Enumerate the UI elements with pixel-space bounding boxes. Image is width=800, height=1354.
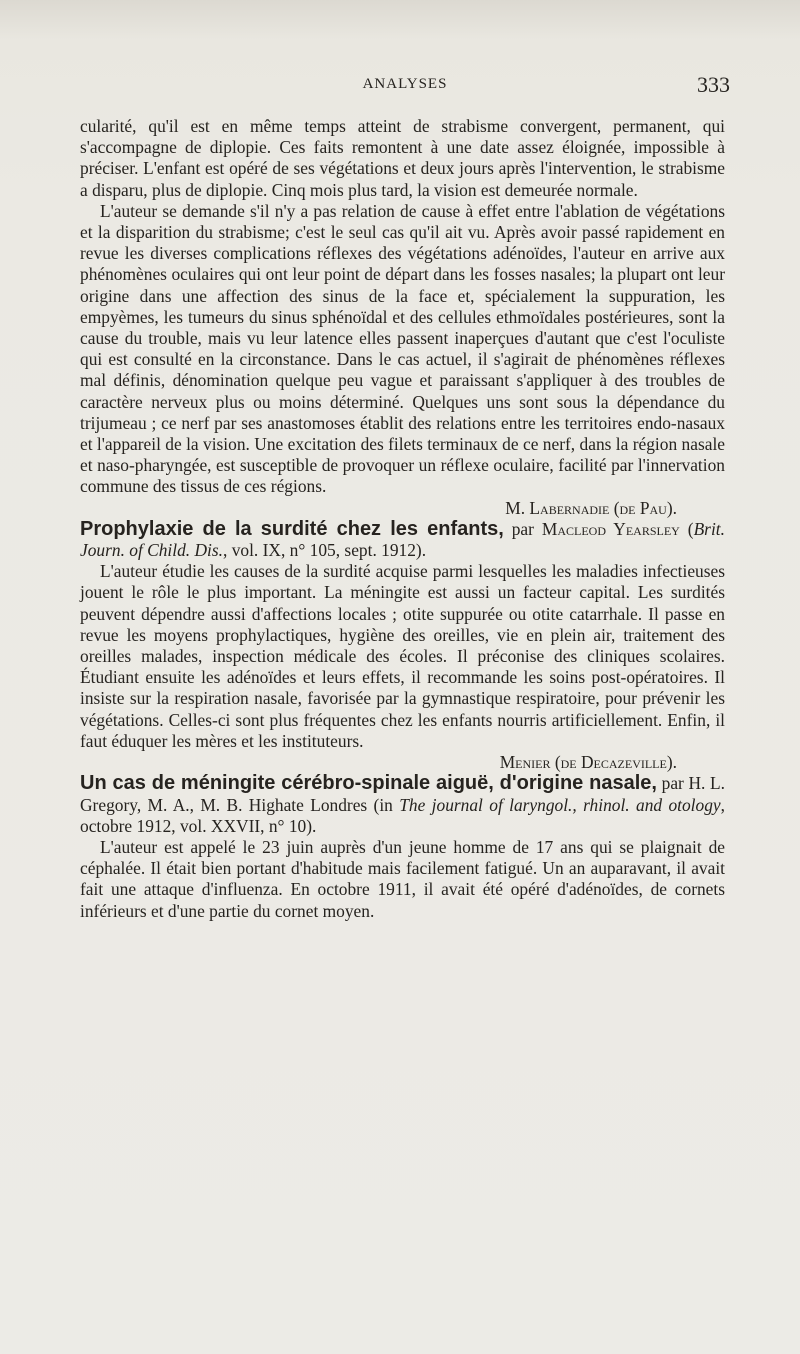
article2-byline-par: par (511, 518, 534, 539)
article2-heading (80, 519, 725, 561)
article2-title: Prophylaxie de la surdité chez les enfants, (80, 517, 504, 540)
article1-paragraph-2: L'auteur se demande s'il n'y a pas relation de cause à effet entre l'ablation de végétations et la disparition du strabisme; c'est le seul cas qu'il ait vu. Après avoir passé rapidement en revue les diverses complications réflexes des végétations adénoïdes, l'auteur en arrive aux phénomènes oculaires qui ont leur point de départ dans les fosses nasales; la plupart ont leur origine dans une affection des sinus de la face et, spécialement la suppuration, les empyèmes, les tumeurs du sinus sphénoïdal et des cellules ethmoïdales postérieures, sont la cause du trouble, mais vu leur latence elles passent inaperçues d'autant que c'est l'oculiste qui est consulté en la circonstance. Dans le cas actuel, il s'agirait de phénomènes réflexes mal définis, dénomination quelque peu vague et paraissant s'appliquer à des troubles de caractère nerveux plus ou moins déterminé. Quelques uns sont sous la dépendance du trijumeau ; ce nerf par ses anastomoses établit des relations entre les territoires endo-nasaux et l'appareil de la vision. Une excitation des filets terminaux de ce nerf, dans la région nasale et naso-pharyngée, est susceptible de provoquer un réflexe oculaire, facilité par l'innervation commune des tissus de ces régions. (80, 200, 725, 497)
page-header (80, 72, 730, 100)
article3-byline: par H. L. Gregory, M. A., M. B. Highate Londres (in (80, 773, 726, 815)
article2-author: Macleod Yearsley (541, 518, 680, 539)
article1-paragraph-1: cularité, qu'il est en même temps atteint de strabisme convergent, permanent, qui s'accompagne de diplopie. Ces faits remontent à une date assez éloignée, impossible à préciser. L'enfant est opéré de ses végétations et deux jours après l'intervention, le strabisme a disparu, plus de diplopie. Cinq mois plus tard, la vision est demeurée normale. (80, 116, 725, 200)
article1-signature: M. Labernadie (de Pau). (505, 497, 677, 518)
article2-ref-open: ( (687, 518, 694, 539)
article2-reference: , vol. IX, n° 105, sept. 1912). (223, 540, 427, 561)
article3-paragraph-1: L'auteur est appelé le 23 juin auprès d'un jeune homme de 17 ans qui se plaignait de céphalée. Il était bien portant d'habitude mais facilement fatigué. Un an auparavant, il avait fait une attaque d'influenza. En octobre 1911, il avait été opéré d'adénoïdes, de cornets inférieurs et d'une partie du cornet moyen. (80, 836, 725, 921)
article3-reference: , octobre 1912, vol. XXVII, n° 10). (80, 794, 725, 836)
article3-title: Un cas de méningite cérébro-spinale aiguë, d'origine nasale, (80, 772, 657, 795)
article2-paragraph-1: L'auteur étudie les causes de la surdité acquise parmi lesquelles les maladies infectieuses jouent le rôle le plus important. La méningite est aussi un facteur capital. Les surdités peuvent dépendre aussi d'affections locales ; otite suppurée ou otite catarrhale. Il passe en revue les moyens prophylactiques, hygiène des oreilles, vie en plein air, traitement des oreilles malades, inspection médicale des écoles. Il préconise des cliniques scolaires. Étudiant ensuite les adénoïdes et leurs effets, il recommande les soins post-opératoires. Il insiste sur la respiration nasale, favorisée par la gymnastique respiratoire, pour prévenir les végétations. Celles-ci sont plus fréquentes chez les enfants nourris artificiellement. Enfin, il faut éduquer les mères et les instituteurs. (80, 561, 725, 751)
article3-journal: The journal of laryngol., rhinol. and otology (399, 794, 721, 815)
page-number: 333 (697, 72, 730, 97)
article2-signature: Menier (de Decazeville). (499, 752, 677, 773)
running-title: ANALYSES (362, 76, 448, 92)
article3-heading (80, 773, 725, 837)
article2-journal: Brit. Journ. of Child. Dis. (80, 518, 725, 561)
page-body (80, 116, 725, 922)
